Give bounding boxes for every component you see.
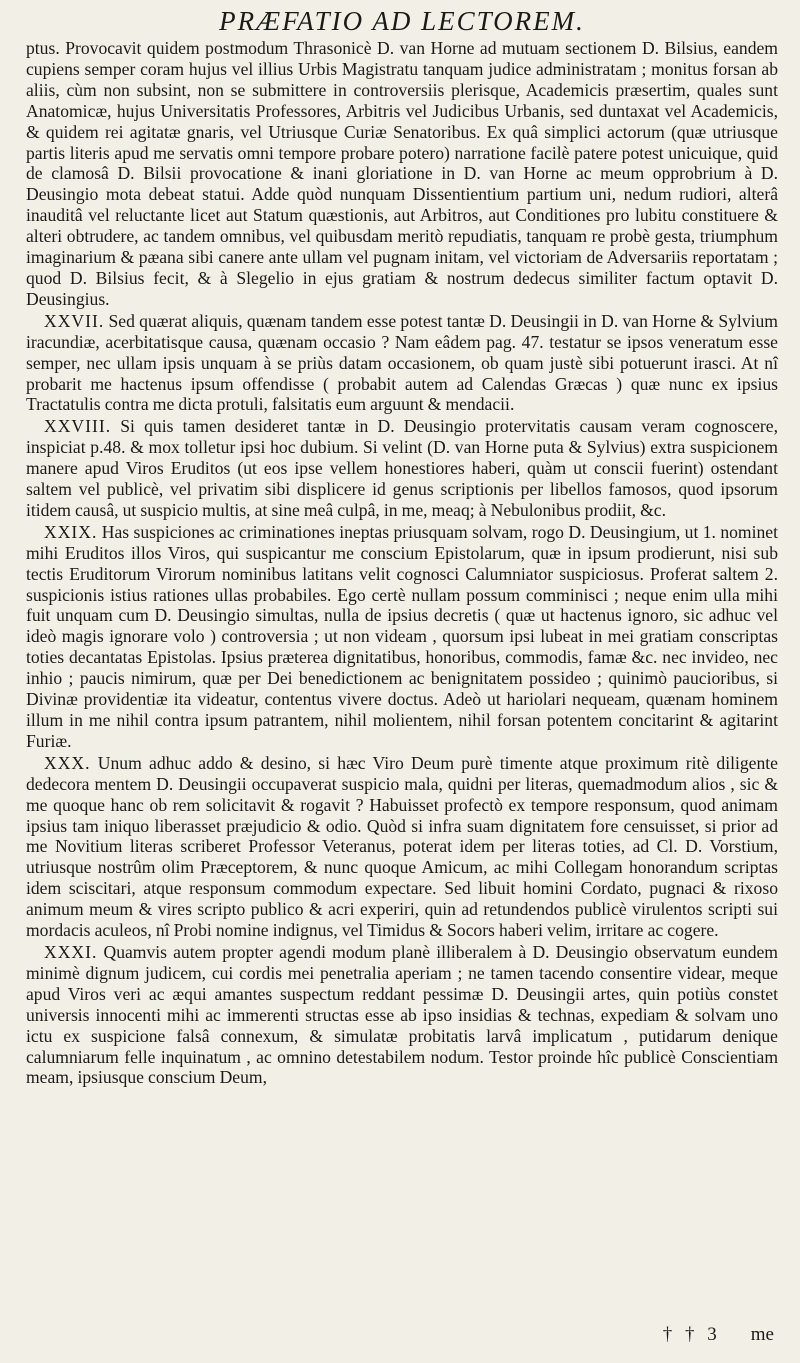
paragraph-text: Unum adhuc addo & desino, si hæc Viro Deum purè timente atque proximum ritè diligente dedecora mentem D. Deusingii occupaverat suspicio mala, quidni per literas, quemadmodum alios , sic & me quoque hanc ob rem solicitavit & rogavit ? Habuisset profectò ex tempore responsum, quod animam ipsius tam iniquo liberasset præjudicio & odio. Quòd si infra suam dignitatem fore censuisset, si prior ad me Novitium literas scriberet Professor Veteranus, poterat idem per literas toties, ad Cl. D. Vorstium, utriusque nostrûm olim Præceptorem, & nunc quoque Amicum, ac mihi Collegam honorandum scriptas idem sciscitari, atque responsum commodum expectare. Sed libuit homini Cordato, pugnaci & rixoso animum meum & vires scripto publico & acri experiri, quin ad retundendos publicè virulentos scripti sui mordacis aculeos, nî Probi nomine indignus, vel Timidus & Socors haberi velim, irritare ac cogere. [26, 752, 778, 941]
paragraph-text: Quamvis autem propter agendi modum planè illiberalem à D. Deusingio observatum eundem minimè dignum judicem, cui cordis mei penetralia aperiam ; ne tamen tacendo consentire videar, meque apud Viros veri ac æqui amantes suspectum reddant pessimæ D. Deusingii artes, quin potiùs constet universis innocenti mihi ac immerenti structas esse ab ipso insidias & technas, expediam & solvam uno ictu ex suspicione falsâ connexum, & simulatæ probitatis larvâ implicatum , putidarum denique calumniarum felle inquinatum , ac omnino detestabilem nodum. Testor proinde hîc publicè Conscientiam meam, ipsiusque conscium Deum, [26, 941, 778, 1088]
paragraph-section-xxvii [26, 311, 778, 416]
section-number: XXVII. [44, 310, 105, 331]
paragraph-continued [26, 38, 778, 310]
paragraph-text: Sed quærat aliquis, quænam tandem esse potest tantæ D. Deusingii in D. van Horne & Sylvium iracundiæ, acerbitatisque causa, quænam occasio ? Nam eâdem pag. 47. testatur se ipsos veneratum esse semper, nec ullam ipsis unquam à se priùs datam occasionem, ob quam justè sibi potuerunt irasci. At nî probarit me hactenus ipsum offendisse ( probabit autem ad Calendas Græcas ) quæ nunc ex ipsius Tractatulis contra me dicta protuli, falsitatis eum arguunt & mendacii. [26, 310, 778, 415]
paragraph-text: Si quis tamen desideret tantæ in D. Deusingio protervitatis causam veram cognoscere, inspiciat p.48. & mox tolletur ipsi hoc dubium. Si velint (D. van Horne puta & Sylvius) extra suspicionem manere apud Viros Eruditos (ut eos ipse vellem honestiores haberi, quàm ut conscii fuerint) ostendant saltem vel publicè, vel privatim sibi displicere id genus scriptionis per libellos famosos, quod ipsorum itidem causâ, ut suspicio multis, at sine meâ culpâ, in me, meaq; à Nebulonibus prodiit, &c. [26, 416, 778, 520]
section-number: XXIX. [44, 521, 98, 542]
paragraph-section-xxviii [26, 416, 778, 521]
paragraph-text: Has suspiciones ac criminationes ineptas priusquam solvam, rogo D. Deusingium, ut 1. nominet mihi Eruditos illos Viros, qui suspicantur me conscium Epistolarum, quæ in ipsum prodierunt, nisi sub tectis Eruditorum Virorum nominibus latitans velit cognosci Calumniator suspiciosus. Proferat saltem 2. suspicionis istius rationes ullas probabiles. Ego certè nullam possum comminisci ; neque enim ulla mihi fuit unquam cum D. Deusingio simultas, nulla de ipsius decretis ( quæ ut hactenus ignoro, sic adhuc vel ideò magis ignorare volo ) controversia ; ut non videam , quorsum ipsi lubeat in mei gratiam conscriptas toties decantatas Epistolas. Ipsius præterea dignitatibus, honoribus, commodis, famæ &c. nec invideo, nec inhio ; paucis nimirum, quæ per Dei benedictionem ac benignitatem possideo ; quinimò paucioribus, si Divinæ providentiæ ita videatur, contentus vivere doctus. Adeò ut hariolari nequeam, quænam hominem illum in me nihil contra ipsum patrantem, nihil molientem, nihil forsan potentem concitarint & agitarint Furiæ. [26, 521, 778, 751]
paragraph-section-xxxi [26, 942, 778, 1088]
section-number: XXX. [44, 752, 91, 773]
paragraph-text: ptus. Provocavit quidem postmodum Thrasonicè D. van Horne ad mutuam sectionem D. Bilsius, eandem cupiens semper coram hujus vel illius Urbis Magistratu tanquam judice administratam ; monitus forsan ab aliis, cùm non subsint, non se submittere in controversiis plerisque, Academicis præsertim, quales sunt Anatomicæ, hujus Universitatis Professores, Arbitris vel Judicibus Urbanis, sed duntaxat vel Academicis, & quidem rei agitatæ gnaris, vel Utriusque Curiæ Senatoribus. Ex quâ simplici actorum (quæ utriusque partis literis apud me servatis omni tempore probare potero) narratione facilè patere potest unicuique, quid de clamosâ D. Bilsii provocatione & inani gloriatione in D. van Horne ac meum opprobrium à D. Deusingio mota debeat statui. Adde quòd nunquam Dissentientium partium uni, nedum rudiori, alterâ inauditâ vel reluctante licet aut Statum quæstionis, aut Arbitros, aut Conditiones pro lubitu constituere & alteri obtrudere, ac tandem omnibus, vel quibusdam meritò repudiatis, tanquam re probè gesta, triumphum imaginarium & pæana sibi canere ante ullam vel pugnam initam, vel victoriam de Adversariis reportatam ; quod D. Bilsius fecit, & à Slegelio in ejus gratiam & nostrum dedecus similiter factum optavit D. Deusingius. [26, 38, 778, 309]
section-number: XXXI. [44, 941, 98, 962]
catchword: me [750, 1324, 774, 1345]
running-head-title: PRÆFATIO AD LECTOREM. [219, 6, 585, 36]
paragraph-section-xxx [26, 753, 778, 941]
paragraph-section-xxix [26, 522, 778, 752]
section-number: XXVIII. [44, 416, 112, 437]
page-footer [26, 1324, 774, 1346]
signature-mark: † † 3 [662, 1324, 721, 1345]
